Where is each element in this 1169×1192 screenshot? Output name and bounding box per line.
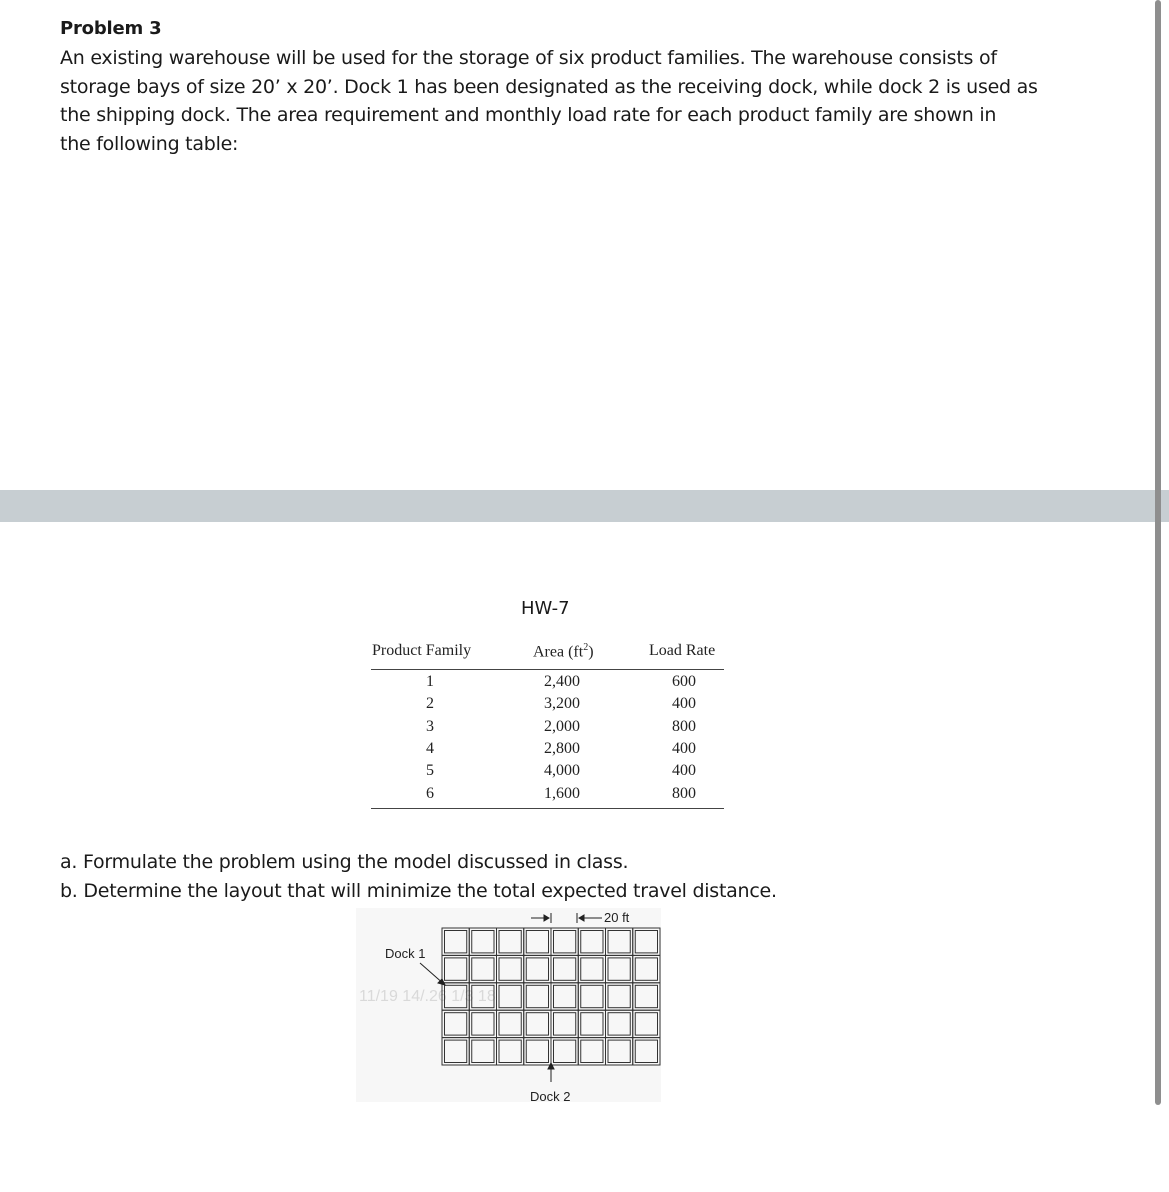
storage-bay-inner-line bbox=[608, 1013, 630, 1035]
storage-bay-inner-line bbox=[526, 1040, 548, 1062]
storage-bay-inner-line bbox=[445, 931, 467, 953]
storage-bay-inner-line bbox=[554, 931, 576, 953]
table-cell-family: 5 bbox=[426, 762, 434, 779]
storage-bay bbox=[551, 983, 578, 1010]
bay-grid bbox=[442, 928, 660, 1065]
faded-watermark-text: 11/19 14/.26 1/3 18 bbox=[359, 988, 496, 1005]
storage-bay bbox=[469, 1038, 496, 1065]
storage-bay bbox=[497, 955, 524, 982]
table-cell-load: 800 bbox=[672, 785, 696, 802]
storage-bay bbox=[633, 955, 660, 982]
header-product-family: Product Family bbox=[372, 642, 472, 659]
storage-bay bbox=[551, 1010, 578, 1037]
storage-bay-inner-line bbox=[554, 985, 576, 1007]
storage-bay bbox=[606, 1038, 633, 1065]
storage-bay bbox=[578, 983, 605, 1010]
storage-bay bbox=[578, 928, 605, 955]
storage-bay bbox=[469, 928, 496, 955]
storage-bay-inner-line bbox=[608, 958, 630, 980]
storage-bay bbox=[442, 1038, 469, 1065]
table-cell-load: 400 bbox=[672, 740, 696, 757]
storage-bay bbox=[633, 1038, 660, 1065]
storage-bay bbox=[578, 955, 605, 982]
storage-bay bbox=[524, 1010, 551, 1037]
storage-bay-inner-line bbox=[581, 958, 603, 980]
storage-bay-inner-line bbox=[635, 931, 657, 953]
storage-bay-inner-line bbox=[635, 1040, 657, 1062]
storage-bay-inner-line bbox=[635, 985, 657, 1007]
assignment-label: HW-7 bbox=[521, 598, 570, 619]
header-load-rate: Load Rate bbox=[649, 642, 716, 659]
table-cell-load: 400 bbox=[672, 762, 696, 779]
storage-bay-inner-line bbox=[608, 931, 630, 953]
table-cell-family: 1 bbox=[426, 673, 434, 690]
dock2-arrowhead bbox=[548, 1063, 554, 1069]
storage-bay-inner-line bbox=[472, 958, 494, 980]
table-cell-family: 4 bbox=[426, 740, 434, 757]
storage-bay bbox=[606, 928, 633, 955]
question-a: a. Formulate the problem using the model discussed in class. bbox=[60, 851, 629, 873]
storage-bay-inner-line bbox=[526, 1013, 548, 1035]
dimension-arrowhead-right bbox=[579, 915, 584, 921]
storage-bay bbox=[578, 1038, 605, 1065]
header-area: Area $(ft^2)$ bbox=[533, 642, 594, 661]
table-cell-area: 2,800 bbox=[544, 740, 580, 757]
dock2-pointer bbox=[548, 1063, 554, 1082]
dimension-arrowhead-left bbox=[544, 915, 549, 921]
storage-bay-inner-line bbox=[445, 985, 467, 1007]
storage-bay bbox=[551, 955, 578, 982]
storage-bay-inner-line bbox=[499, 931, 521, 953]
table-cell-family: 2 bbox=[426, 695, 434, 712]
table-cell-load: 600 bbox=[672, 673, 696, 690]
table-cell-family: 6 bbox=[426, 785, 434, 802]
storage-bay bbox=[497, 1010, 524, 1037]
dock1-pointer bbox=[420, 963, 445, 985]
storage-bay bbox=[497, 983, 524, 1010]
storage-bay-inner-line bbox=[554, 958, 576, 980]
table-cell-area: 4,000 bbox=[544, 762, 580, 779]
storage-bay-inner-line bbox=[445, 1040, 467, 1062]
storage-bay bbox=[524, 1038, 551, 1065]
storage-bay bbox=[524, 955, 551, 982]
storage-bay-inner-line bbox=[581, 985, 603, 1007]
storage-bay-inner-line bbox=[499, 958, 521, 980]
bay-dimension-marker bbox=[531, 913, 602, 923]
storage-bay bbox=[524, 928, 551, 955]
intro-line: An existing warehouse will be used for the storage of six product families. The warehouse consists of bbox=[60, 47, 997, 69]
storage-bay-inner-line bbox=[472, 985, 494, 1007]
storage-bay bbox=[442, 983, 469, 1010]
storage-bay bbox=[497, 1038, 524, 1065]
storage-bay bbox=[524, 983, 551, 1010]
storage-bay bbox=[442, 928, 469, 955]
table-cell-area: 3,200 bbox=[544, 695, 580, 712]
table-cell-load: 800 bbox=[672, 718, 696, 735]
storage-bay-inner-line bbox=[472, 1040, 494, 1062]
problem-title: Problem 3 bbox=[60, 18, 162, 39]
table-cell-family: 3 bbox=[426, 718, 434, 735]
storage-bay bbox=[442, 955, 469, 982]
storage-bay-inner-line bbox=[554, 1013, 576, 1035]
storage-bay-inner-line bbox=[608, 985, 630, 1007]
storage-bay-inner-line bbox=[526, 931, 548, 953]
storage-bay-inner-line bbox=[581, 1013, 603, 1035]
question-b: b. Determine the layout that will minimize the total expected travel distance. bbox=[60, 879, 777, 902]
storage-bay bbox=[633, 1010, 660, 1037]
storage-bay-inner-line bbox=[554, 1040, 576, 1062]
storage-bay bbox=[497, 928, 524, 955]
storage-bay bbox=[606, 983, 633, 1010]
storage-bay-inner-line bbox=[445, 958, 467, 980]
table-cell-area: 1,600 bbox=[544, 785, 580, 802]
storage-bay bbox=[578, 1010, 605, 1037]
storage-bay-inner-line bbox=[581, 1040, 603, 1062]
storage-bay bbox=[606, 1010, 633, 1037]
storage-bay-inner-line bbox=[499, 985, 521, 1007]
storage-bay-inner-line bbox=[472, 931, 494, 953]
storage-bay-inner-line bbox=[472, 1013, 494, 1035]
storage-bay-inner-line bbox=[445, 1013, 467, 1035]
storage-bay-inner-line bbox=[499, 1013, 521, 1035]
table-cell-area: 2,400 bbox=[544, 673, 580, 690]
storage-bay bbox=[633, 928, 660, 955]
storage-bay-inner-line bbox=[499, 1040, 521, 1062]
storage-bay-inner-line bbox=[581, 931, 603, 953]
storage-bay bbox=[551, 1038, 578, 1065]
storage-bay bbox=[469, 983, 496, 1010]
storage-bay-inner-line bbox=[608, 1040, 630, 1062]
storage-bay bbox=[551, 928, 578, 955]
storage-bay-inner-line bbox=[635, 958, 657, 980]
storage-bay bbox=[442, 1010, 469, 1037]
intro-line: storage bays of size 20’ x 20’. Dock 1 has been designated as the receiving dock, while dock 2 is used as bbox=[60, 75, 1038, 98]
bay-size-label: 20 ft bbox=[604, 910, 630, 925]
table-cell-area: 2,000 bbox=[544, 718, 580, 735]
dock1-label: Dock 1 bbox=[385, 946, 426, 961]
dock2-label: Dock 2 bbox=[530, 1089, 571, 1104]
intro-line: the shipping dock. The area requirement and monthly load rate for each product family are shown in bbox=[60, 104, 997, 126]
storage-bay bbox=[469, 955, 496, 982]
storage-bay-inner-line bbox=[635, 1013, 657, 1035]
table-cell-load: 400 bbox=[672, 695, 696, 712]
storage-bay bbox=[633, 983, 660, 1010]
storage-bay-inner-line bbox=[526, 985, 548, 1007]
storage-bay bbox=[606, 955, 633, 982]
storage-bay bbox=[469, 1010, 496, 1037]
storage-bay-inner-line bbox=[526, 958, 548, 980]
intro-line: the following table: bbox=[60, 132, 239, 155]
